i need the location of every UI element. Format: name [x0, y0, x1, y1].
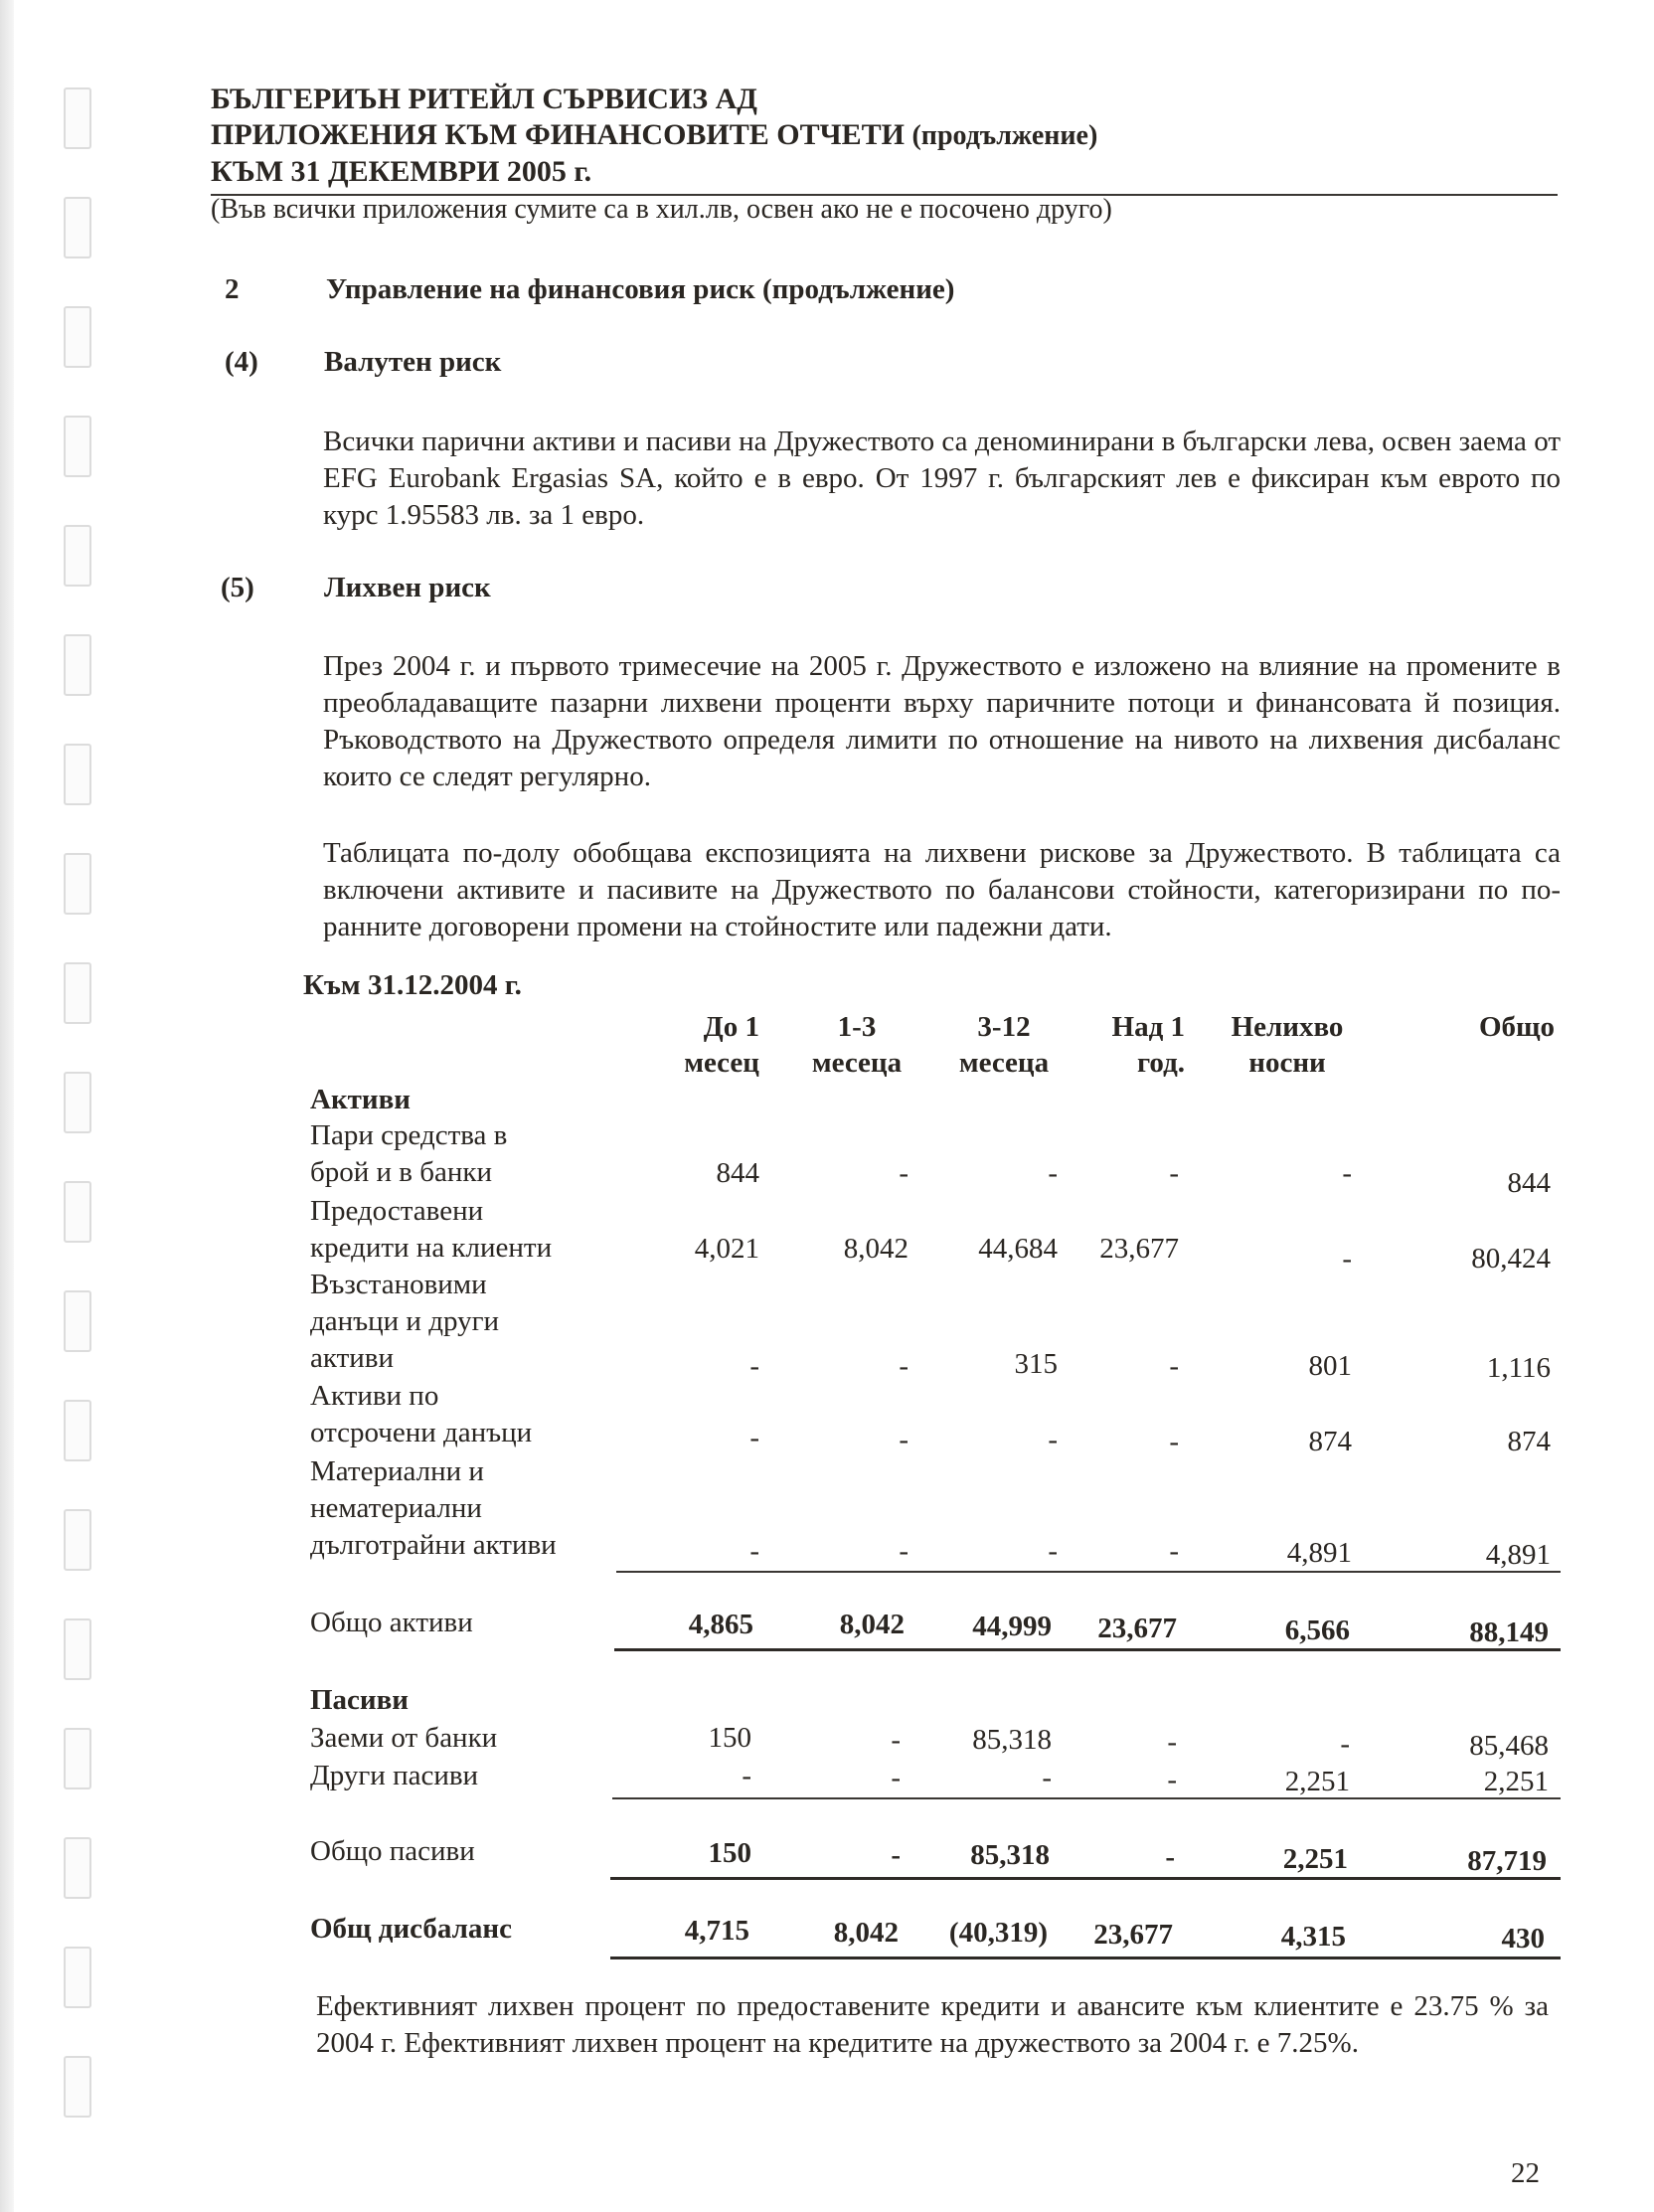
section-title: Управление на финансовия риск (продължение) — [326, 273, 955, 305]
row-label: Предоставени кредити на клиенти — [310, 1195, 553, 1264]
table-cell: - — [1169, 1535, 1179, 1567]
table-cell: - — [749, 1422, 759, 1453]
table-cell: 85,318 — [970, 1839, 1050, 1871]
page-edge — [0, 0, 14, 2212]
table-cell: - — [1165, 1841, 1175, 1873]
table-cell: 150 — [708, 1722, 751, 1754]
table-cell: 4,891 — [1485, 1539, 1551, 1571]
total-rule — [610, 1877, 1561, 1880]
liabilities-heading: Пасиви — [310, 1684, 410, 1716]
table-cell: 874 — [1308, 1426, 1352, 1457]
table-cell: - — [749, 1350, 759, 1382]
table-cell: 4,315 — [1280, 1921, 1346, 1953]
table-cell: 874 — [1507, 1426, 1551, 1457]
page-number: 22 — [1511, 2157, 1540, 2189]
table-cell: 44,684 — [978, 1233, 1058, 1265]
table-cell: - — [891, 1762, 901, 1793]
document-title-main: ПРИЛОЖЕНИЯ КЪМ ФИНАНСОВИТЕ ОТЧЕТИ — [211, 118, 905, 151]
table-cell: 23,677 — [1093, 1919, 1173, 1951]
table-cell: 801 — [1308, 1350, 1352, 1382]
table-cell: 88,149 — [1469, 1616, 1549, 1648]
table-cell: 430 — [1501, 1923, 1545, 1955]
table-cell: 2,251 — [1483, 1766, 1549, 1797]
row-label: Пари средства в брой и в банки — [310, 1119, 508, 1188]
subsection-number: (5) — [221, 572, 254, 603]
table-cell: 4,891 — [1286, 1537, 1352, 1569]
subsection-number: (4) — [225, 346, 258, 378]
row-label: Други пасиви — [310, 1760, 479, 1791]
table-cell: - — [1048, 1424, 1058, 1455]
table-cell: - — [899, 1157, 909, 1189]
row-label: Възстановими данъци и други активи — [310, 1269, 499, 1374]
column-header: Нелихво носни — [1231, 1011, 1344, 1079]
units-note: (Във всички приложения сумите са в хил.лв, освен ако не е посочено друго) — [211, 194, 1112, 225]
table-cell: 844 — [1507, 1167, 1551, 1199]
row-label: Материални и нематериални дълготрайни активи — [310, 1455, 557, 1561]
subtotal-rule — [616, 1571, 1561, 1573]
column-header: 1-3 месеца — [811, 1011, 903, 1079]
column-header: Над 1 год. — [1111, 1011, 1185, 1079]
table-cell: - — [1167, 1764, 1177, 1795]
table-cell: - — [1048, 1157, 1058, 1189]
imbalance-label: Общ дисбаланс — [310, 1913, 512, 1945]
table-cell: 2,251 — [1284, 1766, 1350, 1797]
table-cell: 23,677 — [1099, 1233, 1179, 1265]
table-cell: 80,424 — [1471, 1243, 1551, 1275]
section-number: 2 — [225, 273, 240, 305]
table-cell: 87,719 — [1467, 1845, 1547, 1877]
table-cell: 6,566 — [1284, 1615, 1350, 1646]
binder-holes — [64, 0, 93, 2212]
table-cell: - — [1169, 1157, 1179, 1189]
table-cell: 150 — [708, 1837, 751, 1869]
column-header: До 1 месец — [684, 1011, 759, 1079]
table-cell: 2,251 — [1282, 1843, 1348, 1875]
table-cell: - — [749, 1535, 759, 1567]
effective-rate-paragraph: Ефективният лихвен процент по предоставените кредити и авансите към клиентите е 23.75 % за 2004 г. Ефективният лихвен процент на кредитите на дружеството за 2004 г. е 7.25%. — [316, 1990, 1549, 2059]
report-date: КЪМ 31 ДЕКЕМВРИ 2005 г. — [211, 155, 592, 188]
total-rule — [610, 1957, 1561, 1959]
table-cell: - — [891, 1724, 901, 1756]
table-cell: - — [1342, 1243, 1352, 1275]
total-rule — [614, 1648, 1561, 1651]
table-cell: - — [1342, 1157, 1352, 1189]
company-name: БЪЛГЕРИЪН РИТЕЙЛ СЪРВИСИЗ АД — [211, 83, 757, 115]
table-cell: - — [1340, 1728, 1350, 1760]
table-cell: 8,042 — [839, 1609, 905, 1640]
document-header — [211, 82, 1558, 225]
table-cell: 4,865 — [688, 1609, 753, 1640]
table-cell: - — [1169, 1426, 1179, 1457]
subsection-title: Валутен риск — [324, 346, 502, 378]
table-title: Към 31.12.2004 г. — [303, 969, 522, 1001]
total-assets-label: Общо активи — [310, 1607, 473, 1638]
table-intro-paragraph: Таблицата по-долу обобщава експозицията на лихвени рискове за Дружеството. В таблицата са включени активите и пасивите на Дружеството по балансови стойности, категоризирани по по-ранните договорени промени на стойностите или падежни дати. — [323, 837, 1561, 942]
table-cell: - — [899, 1424, 909, 1455]
subtotal-rule — [612, 1797, 1561, 1799]
table-cell: - — [1167, 1726, 1177, 1758]
table-cell: 8,042 — [843, 1233, 909, 1265]
table-cell: - — [1169, 1350, 1179, 1382]
row-label: Заеми от банки — [310, 1722, 498, 1754]
table-cell: - — [899, 1350, 909, 1382]
table-cell: 4,021 — [694, 1233, 759, 1265]
table-cell: 844 — [716, 1157, 759, 1189]
table-cell: (40,319) — [948, 1917, 1048, 1949]
table-cell: - — [1042, 1762, 1052, 1793]
subsection-title: Лихвен риск — [324, 572, 491, 603]
table-cell: - — [899, 1535, 909, 1567]
row-label: Активи по отсрочени данъци — [310, 1380, 533, 1448]
document-title-suffix: (продължение) — [911, 120, 1098, 151]
document-title — [211, 117, 1558, 154]
assets-heading: Активи — [310, 1084, 411, 1115]
table-cell: 8,042 — [833, 1917, 899, 1949]
table-cell: 1,116 — [1486, 1352, 1551, 1384]
table-cell: - — [742, 1760, 751, 1791]
total-liabilities-label: Общо пасиви — [310, 1835, 475, 1867]
table-cell: 23,677 — [1097, 1613, 1177, 1644]
table-cell: 44,999 — [972, 1611, 1052, 1642]
table-cell: 4,715 — [684, 1915, 749, 1947]
column-header: 3-12 месеца — [958, 1011, 1050, 1079]
table-cell: 85,468 — [1469, 1730, 1549, 1762]
table-cell: - — [1048, 1535, 1058, 1567]
interest-risk-paragraph: През 2004 г. и първото тримесечие на 2005 г. Дружеството е изложено на влияние на промените в преобладаващите пазарни лихвени проценти върху паричните потоци и финансовата й позиция. Ръководството на Дружеството определя лимити по отношение на нивото на лихвения дисбаланс които се следят регулярно. — [323, 650, 1561, 792]
column-header: Общо — [1478, 1011, 1555, 1043]
table-cell: - — [891, 1839, 901, 1871]
table-cell: 315 — [1014, 1348, 1058, 1380]
table-cell: 85,318 — [972, 1724, 1052, 1756]
currency-risk-paragraph: Всички парични активи и пасиви на Дружеството са деноминирани в български лева, освен заема от EFG Eurobank Ergasias SA, който е в евро. От 1997 г. българският лев е фиксиран към еврото по курс 1.95583 лв. за 1 евро. — [323, 425, 1561, 531]
